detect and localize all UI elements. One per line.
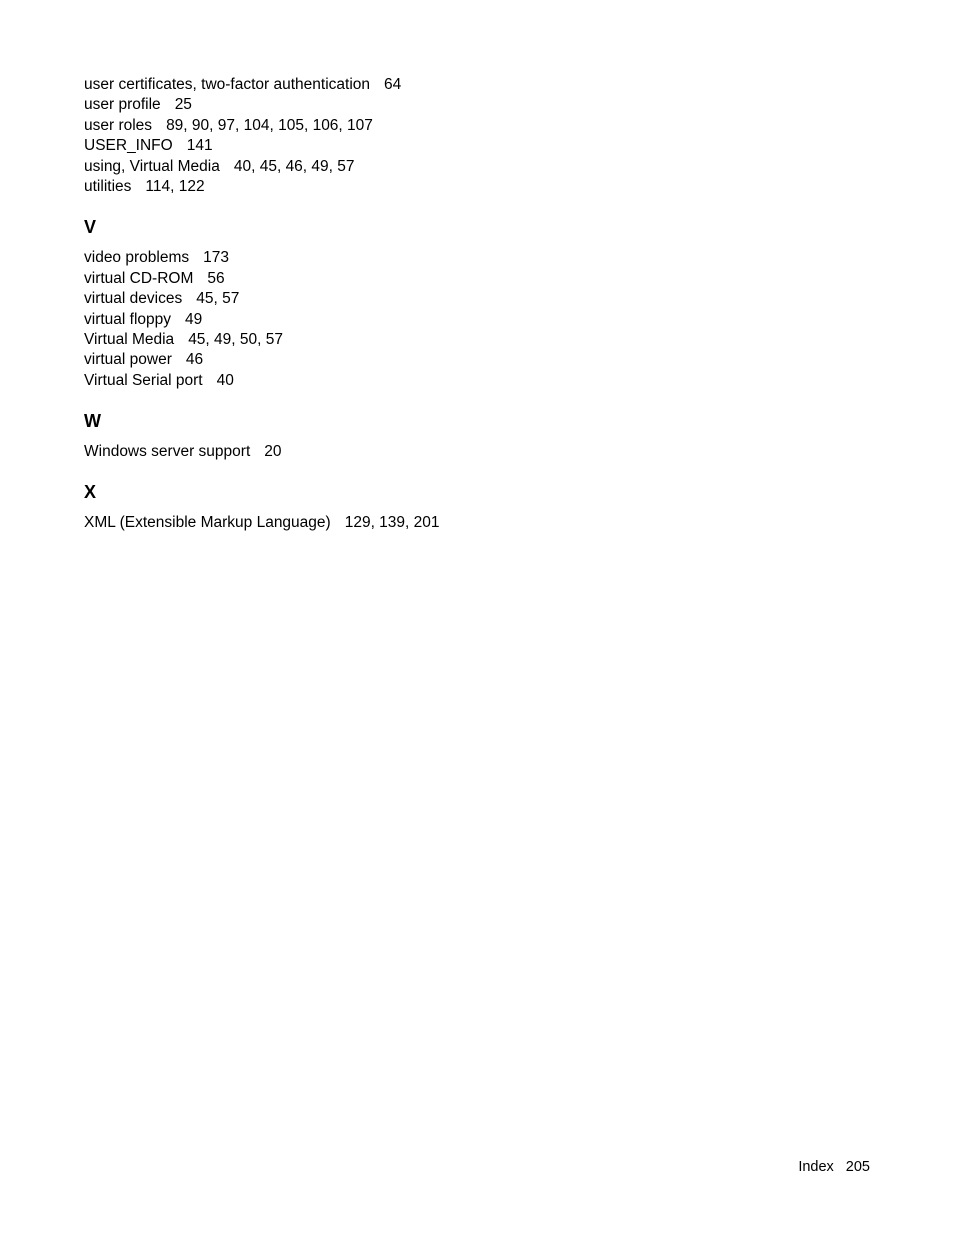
index-entry <box>84 310 644 330</box>
section-letter: X <box>84 482 97 503</box>
index-group-u <box>84 75 644 197</box>
entry-pages: 129, 139, 201 <box>344 514 440 532</box>
index-entry <box>84 513 644 533</box>
entry-pages: 45, 57 <box>196 290 240 308</box>
entry-term: user certificates, two-factor authentication <box>84 76 371 93</box>
entry-pages: 89, 90, 97, 104, 105, 106, 107 <box>166 116 373 134</box>
entry-term: USER_INFO <box>84 137 173 155</box>
section-letter: W <box>84 411 101 432</box>
index-entry <box>84 116 644 136</box>
footer-section-label: Index <box>798 1159 834 1175</box>
index-entry <box>84 371 644 391</box>
entry-pages: 25 <box>174 96 192 114</box>
index-group-w <box>84 410 644 462</box>
entry-term: utilities <box>84 177 132 195</box>
entry-term: Windows server support <box>84 443 251 461</box>
entry-term: user roles <box>84 116 153 134</box>
entry-pages: 45, 49, 50, 57 <box>188 330 283 348</box>
entry-term: virtual floppy <box>84 310 172 328</box>
entry-term: user profile <box>84 96 161 114</box>
entry-pages: 40 <box>216 371 234 389</box>
entry-term: virtual CD-ROM <box>84 269 194 287</box>
index-entry <box>84 157 644 177</box>
entry-term: using, Virtual Media <box>84 157 220 175</box>
index-group-v <box>84 216 644 391</box>
index-entry <box>84 269 644 289</box>
index-entry <box>84 75 644 95</box>
index-entry <box>84 248 644 268</box>
index-entry <box>84 289 644 309</box>
entry-term: video problems <box>84 249 190 267</box>
entry-term: Virtual Serial port <box>84 371 203 389</box>
entry-pages: 114, 122 <box>145 177 205 195</box>
entry-term: Virtual Media <box>84 330 175 348</box>
index-column <box>84 75 644 534</box>
index-entry <box>84 95 644 115</box>
entry-pages: 49 <box>185 310 203 328</box>
entry-pages: 141 <box>186 137 213 155</box>
entry-pages: 56 <box>207 269 225 287</box>
entry-pages: 20 <box>264 443 282 461</box>
index-entry <box>84 177 644 197</box>
entry-term: XML (Extensible Markup Language) <box>84 514 331 532</box>
footer-page-number: 205 <box>845 1159 870 1175</box>
index-group-x <box>84 481 644 533</box>
entry-term: virtual power <box>84 351 172 369</box>
entry-pages: 46 <box>185 351 204 369</box>
entry-term: virtual devices <box>84 290 183 308</box>
entry-pages: 40, 45, 46, 49, 57 <box>233 157 355 175</box>
entry-pages: 173 <box>203 249 229 267</box>
page-footer <box>798 1157 870 1177</box>
section-letter: V <box>84 217 97 238</box>
index-entry <box>84 136 644 156</box>
index-entry <box>84 442 644 462</box>
index-entry <box>84 350 644 370</box>
index-entry <box>84 330 644 350</box>
entry-pages: 64 <box>384 76 402 93</box>
